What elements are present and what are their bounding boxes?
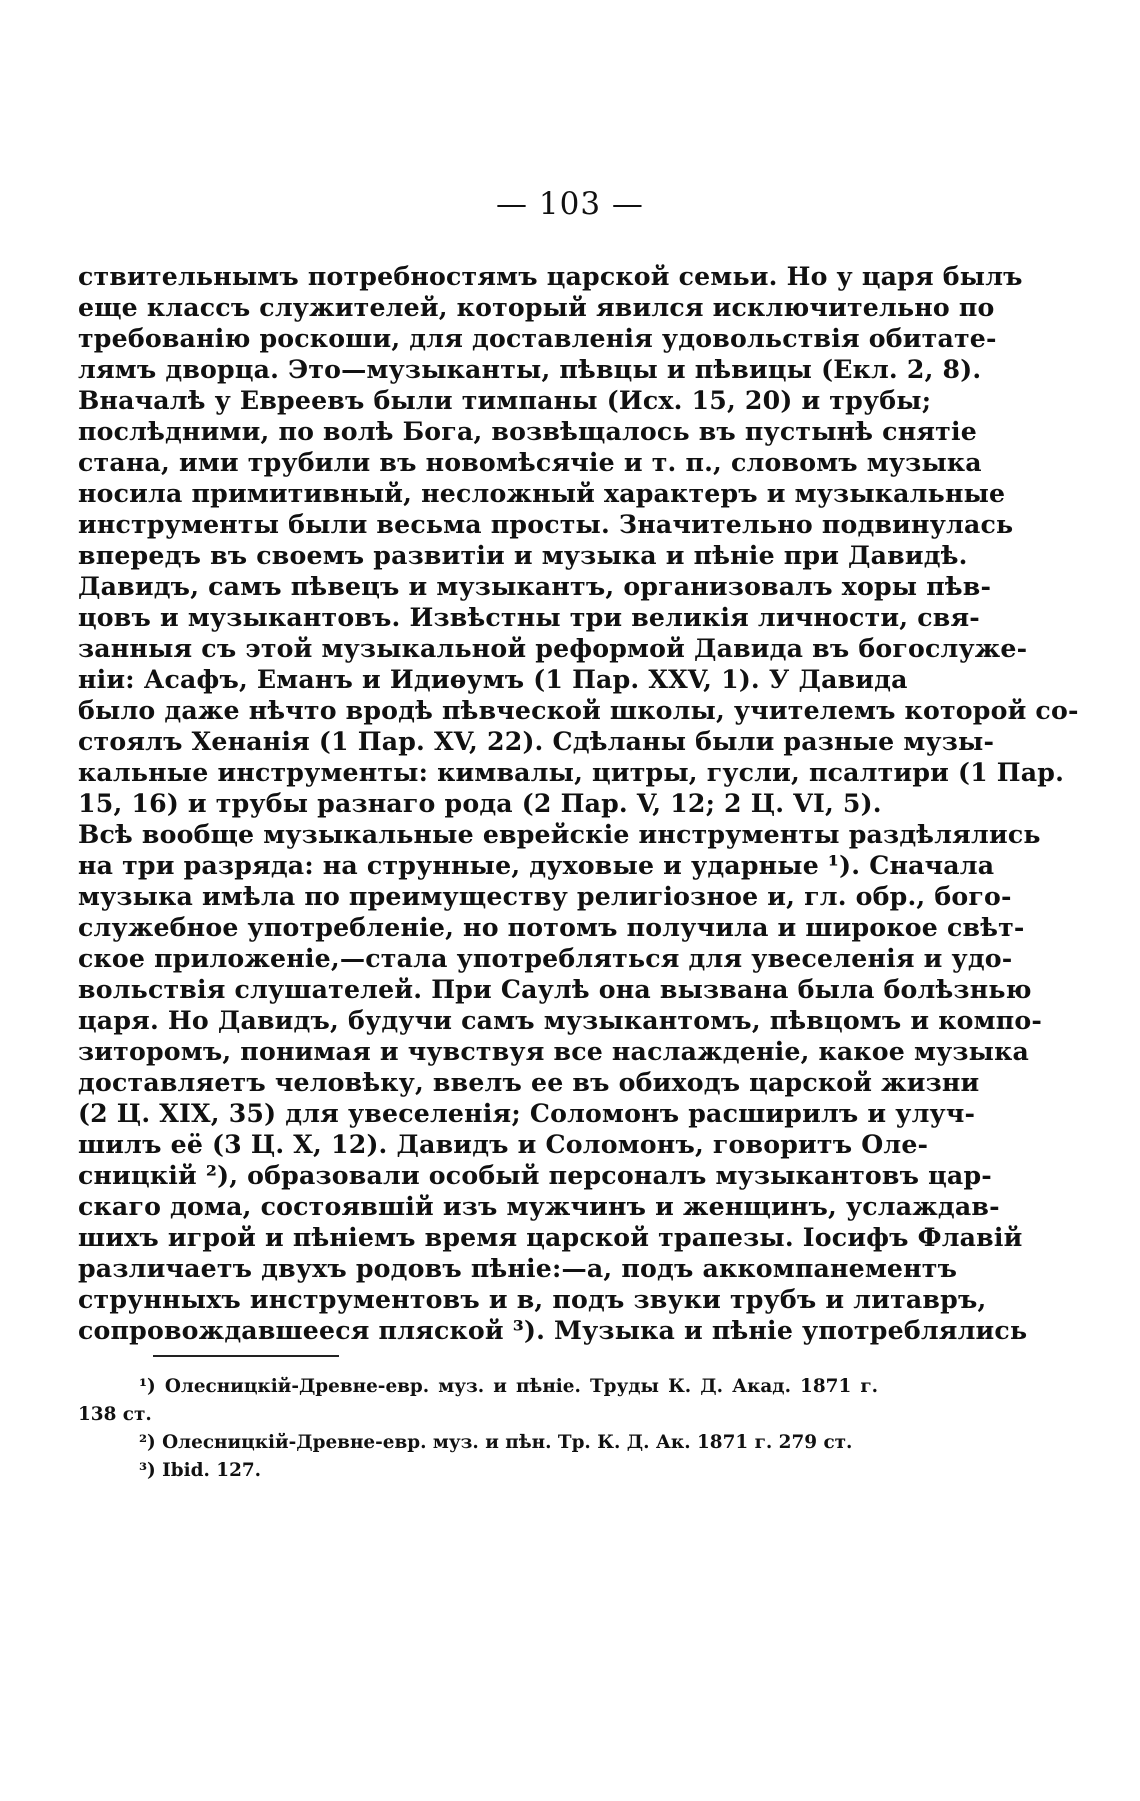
text-line: шилъ её (3 Ц. X, 12). Давидъ и Соломонъ, говоритъ Оле- <box>78 1129 929 1159</box>
body-text <box>78 261 1079 1346</box>
text-line: ствительнымъ потребностямъ царской семьи. Но у царя былъ <box>78 261 1023 291</box>
text-line: доставляетъ человѣку, ввелъ ее въ обиходъ царской жизни <box>78 1067 980 1097</box>
text-line: шихъ игрой и пѣніемъ время царской трапезы. Іосифъ Флавій <box>78 1222 1023 1252</box>
text-line: на три разряда: на струнные, духовые и ударные ¹). Сначала <box>78 850 995 880</box>
text-line: сницкій ²), образовали особый персоналъ музыкантовъ цар- <box>78 1160 992 1190</box>
text-line: служебное употребленіе, но потомъ получила и широкое свѣт- <box>78 912 1025 942</box>
text-line: еще классъ служителей, который явился исключительно по <box>78 292 995 322</box>
text-line: цовъ и музыкантовъ. Извѣстны три великія личности, свя- <box>78 602 980 632</box>
footnote-3: ³) Ibid. 127. <box>139 1460 262 1481</box>
text-line: скаго дома, состоявшій изъ мужчинъ и женщинъ, услаждав- <box>78 1191 1000 1221</box>
footnote-1: ¹) Олесницкій-Древне-евр. муз. и пѣніе. Труды К. Д. Акад. 1871 г. <box>139 1376 878 1397</box>
text-line: инструменты были весьма просты. Значительно подвинулась <box>78 509 1014 539</box>
text-line: струнныхъ инструментовъ и в, подъ звуки трубъ и литавръ, <box>78 1284 987 1314</box>
text-line: царя. Но Давидъ, будучи самъ музыкантомъ, пѣвцомъ и компо- <box>78 1005 1042 1035</box>
page-number: — 103 — <box>496 186 644 222</box>
text-line: (2 Ц. XIX, 35) для увеселенія; Соломонъ расширилъ и улуч- <box>78 1098 976 1128</box>
text-line: Вначалѣ у Евреевъ были тимпаны (Исх. 15, 20) и трубы; <box>78 385 932 415</box>
text-line: Всѣ вообще музыкальные еврейскіе инструменты раздѣлялись <box>78 819 1041 849</box>
text-line: впередъ въ своемъ развитіи и музыка и пѣніе при Давидѣ. <box>78 540 968 570</box>
footnote-separator <box>153 1355 339 1357</box>
text-line: зиторомъ, понимая и чувствуя все наслажденіе, какое музыка <box>78 1036 1030 1066</box>
text-line: вольствія слушателей. При Саулѣ она вызвана была болѣзнью <box>78 974 1032 1004</box>
text-line: было даже нѣчто вродѣ пѣвческой школы, учителемъ которой со- <box>78 695 1079 725</box>
text-line: занныя съ этой музыкальной реформой Давида въ богослуже- <box>78 633 1028 663</box>
text-line: ское приложеніе,—стала употребляться для увеселенія и удо- <box>78 943 1013 973</box>
text-line: ніи: Асафъ, Еманъ и Идиѳумъ (1 Пар. XXV, 1). У Давида <box>78 664 908 694</box>
footnote-2: ²) Олесницкій-Древне-евр. муз. и пѣн. Тр. К. Д. Ак. 1871 г. 279 ст. <box>139 1432 853 1453</box>
text-line: носила примитивный, несложный характеръ и музыкальные <box>78 478 1006 508</box>
text-line: различаетъ двухъ родовъ пѣніе:—а, подъ аккомпанементъ <box>78 1253 958 1283</box>
text-line: кальные инструменты: кимвалы, цитры, гусли, псалтири (1 Пар. <box>78 757 1065 787</box>
footnote-1-continuation: 138 ст. <box>78 1404 152 1425</box>
text-line: послѣдними, по волѣ Бога, возвѣщалось въ пустынѣ снятіе <box>78 416 977 446</box>
text-line: стоялъ Хенанія (1 Пар. XV, 22). Сдѣланы были разные музы- <box>78 726 995 756</box>
text-line: стана, ими трубили въ новомѣсячіе и т. п., словомъ музыка <box>78 447 982 477</box>
text-line: требованію роскоши, для доставленія удовольствія обитате- <box>78 323 997 353</box>
text-line: Давидъ, самъ пѣвецъ и музыкантъ, организовалъ хоры пѣв- <box>78 571 992 601</box>
text-line: музыка имѣла по преимуществу религіозное и, гл. обр., бого- <box>78 881 1012 911</box>
footnotes <box>78 1373 878 1485</box>
text-line: 15, 16) и трубы разнаго рода (2 Пар. V, 12; 2 Ц. VI, 5). <box>78 788 882 818</box>
text-line: сопровождавшееся пляской ³). Музыка и пѣніе употреблялись <box>78 1315 1028 1345</box>
text-line: лямъ дворца. Это—музыканты, пѣвцы и пѣвицы (Екл. 2, 8). <box>78 354 982 384</box>
